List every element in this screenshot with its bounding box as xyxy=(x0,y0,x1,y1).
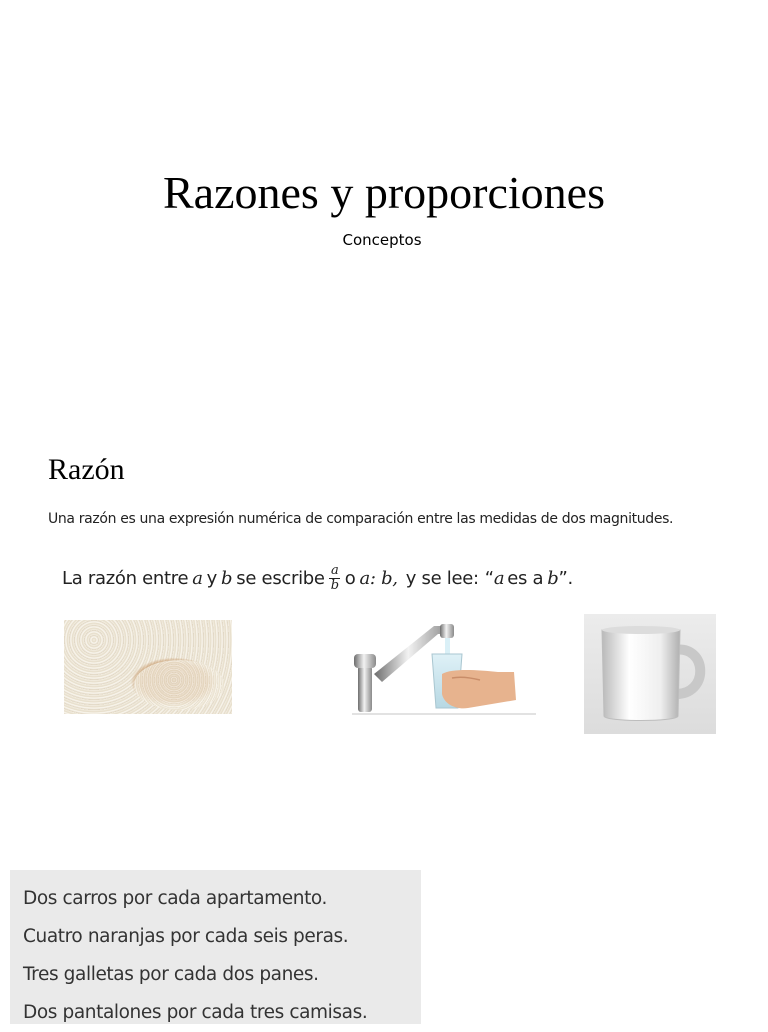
slide-title: Razones y proporciones xyxy=(163,167,605,218)
examples-list xyxy=(10,870,421,1032)
formula-quote-open: “ xyxy=(484,567,494,589)
definition-text: Una razón es una expresión numérica de comparación entre las medidas de dos magnitudes. xyxy=(48,511,674,527)
list-item: Dos pantalones por cada tres camisas. xyxy=(23,1002,368,1023)
white-mug-image xyxy=(584,614,716,734)
section-heading-razon: Razón xyxy=(48,453,125,486)
formula-reads: y se lee: xyxy=(405,567,479,589)
slide-subtitle: Conceptos xyxy=(342,231,422,249)
formula-prefix: La razón entre xyxy=(62,567,189,589)
formula-quote-middle: es a xyxy=(507,567,544,589)
faucet-glass-image xyxy=(352,618,536,718)
formula-line xyxy=(62,556,573,600)
fraction-a-over-b xyxy=(329,564,341,593)
formula-quote-close: ”. xyxy=(558,567,573,589)
rice-bowl-image xyxy=(64,620,232,714)
fraction-numerator: a xyxy=(330,562,339,578)
formula-quote-a: a xyxy=(493,567,505,589)
formula-var-b: b xyxy=(221,567,233,589)
examples-box xyxy=(10,870,421,1024)
fraction-denominator: b xyxy=(330,577,339,593)
list-item: Dos carros por cada apartamento. xyxy=(23,888,327,909)
formula-colon-form: a: b, xyxy=(359,567,398,589)
list-item: Tres galletas por cada dos panes. xyxy=(23,964,319,985)
formula-or: o xyxy=(344,567,356,589)
list-item: Cuatro naranjas por cada seis peras. xyxy=(23,926,349,947)
formula-var-a: a xyxy=(192,567,203,589)
formula-writes: se escribe xyxy=(236,567,325,589)
formula-quote-b: b xyxy=(547,567,559,589)
formula-connector: y xyxy=(206,567,218,589)
